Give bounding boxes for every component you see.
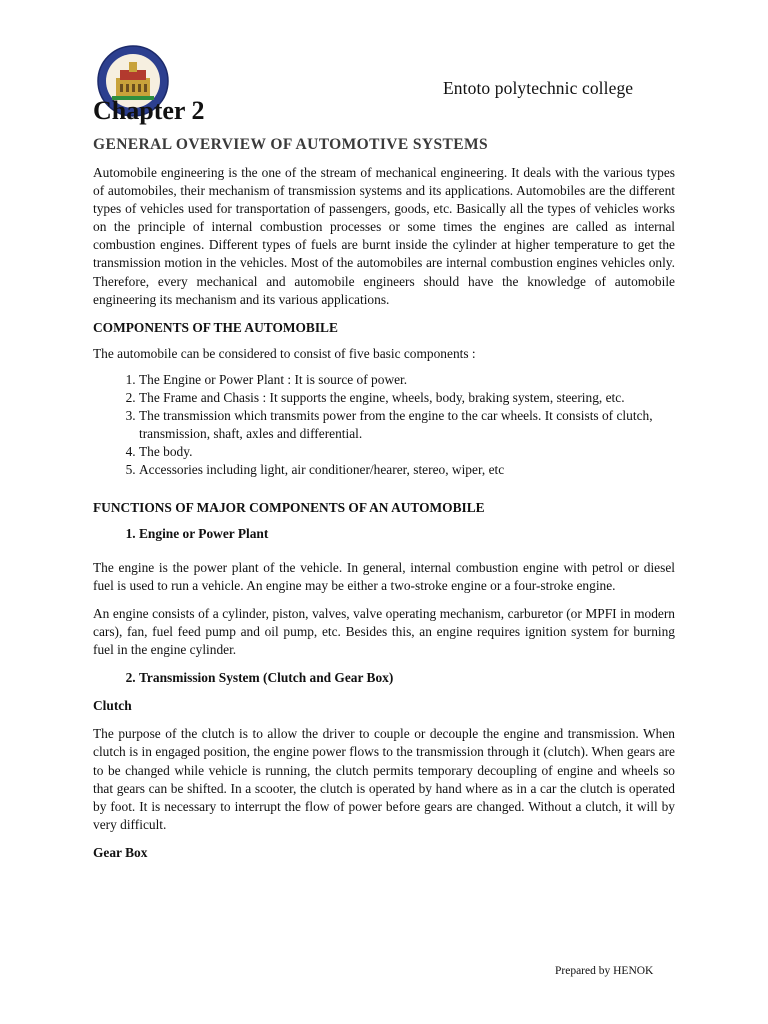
- list-item: 1. The Engine or Power Plant : It is source of power.: [139, 371, 675, 389]
- list-item: 5. Accessories including light, air conditioner/hearer, stereo, wiper, etc: [139, 461, 675, 479]
- clutch-heading: Clutch: [93, 698, 132, 714]
- clutch-paragraph: The purpose of the clutch is to allow the driver to couple or decouple the engine and transmission. When clutch is in engaged position, the engine power flows to the transmission through it (clutch). When gears are to be changed while vehicle is running, the clutch permits temporary decoupling of engine and wheels so that gears can be shifted. In a scooter, the clutch is operated by hand where as in a car the clutch is operated by foot. It is necessary to interrupt the flow of power before gears are changed. Without a clutch, it will by very difficult.: [93, 726, 675, 832]
- functions-heading: FUNCTIONS OF MAJOR COMPONENTS OF AN AUTOMOBILE: [93, 499, 485, 515]
- gearbox-heading: Gear Box: [93, 844, 148, 860]
- section-title: GENERAL OVERVIEW OF AUTOMOTIVE SYSTEMS: [93, 136, 489, 153]
- intro-paragraph: Automobile engineering is the one of the stream of mechanical engineering. It deals with the various types of automobiles, their mechanism of transmission systems and its applications. Automobiles are the different types of vehicles used for transportation of passengers, goods, etc. Basically all the types of vehicles works on the principle of internal combustion processes or some times the engines are called as internal combustion engines. Different types of fuels are burnt inside the cylinder at higher temperature to get the transmission motion in the vehicles. Most of the automobiles are internal combustion engines vehicles only. Therefore, every mechanical and automobile engineers should have the knowledge of automobile engineering its mechanism and its various applications.: [93, 165, 675, 307]
- list-item: 2. The Frame and Chasis : It supports the engine, wheels, body, braking system, steering, etc.: [139, 389, 675, 407]
- transmission-subheading-list: [93, 669, 675, 687]
- footer-credit: Prepared by HENOK: [555, 965, 654, 977]
- list-item: 3. The transmission which transmits power from the engine to the car wheels. It consists of clutch, transmission, shaft, axles and differential.: [139, 407, 675, 443]
- transmission-subheading: 2. Transmission System (Clutch and Gear Box): [139, 669, 675, 687]
- components-list: [93, 371, 675, 480]
- college-name: Entoto polytechnic college: [443, 78, 634, 98]
- engine-paragraph-1: The engine is the power plant of the vehicle. In general, internal combustion engine with petrol or diesel fuel is used to run a vehicle. An engine may be either a two-stroke engine or a four-stroke engine.: [93, 559, 675, 593]
- engine-subheading: 1. Engine or Power Plant: [139, 525, 675, 543]
- engine-paragraph-2: An engine consists of a cylinder, piston, valves, valve operating mechanism, carburetor (or MPFI in modern cars), fan, fuel feed pump and oil pump, etc. Besides this, an engine requires ignition system for burning fuel in the engine cylinder.: [93, 605, 675, 658]
- chapter-title: Chapter 2: [93, 96, 205, 125]
- components-lead: The automobile can be considered to consist of five basic components :: [93, 345, 476, 361]
- list-item: 4. The body.: [139, 443, 675, 461]
- document-body: [93, 164, 675, 862]
- components-heading: COMPONENTS OF THE AUTOMOBILE: [93, 319, 338, 335]
- engine-subheading-list: [93, 525, 675, 543]
